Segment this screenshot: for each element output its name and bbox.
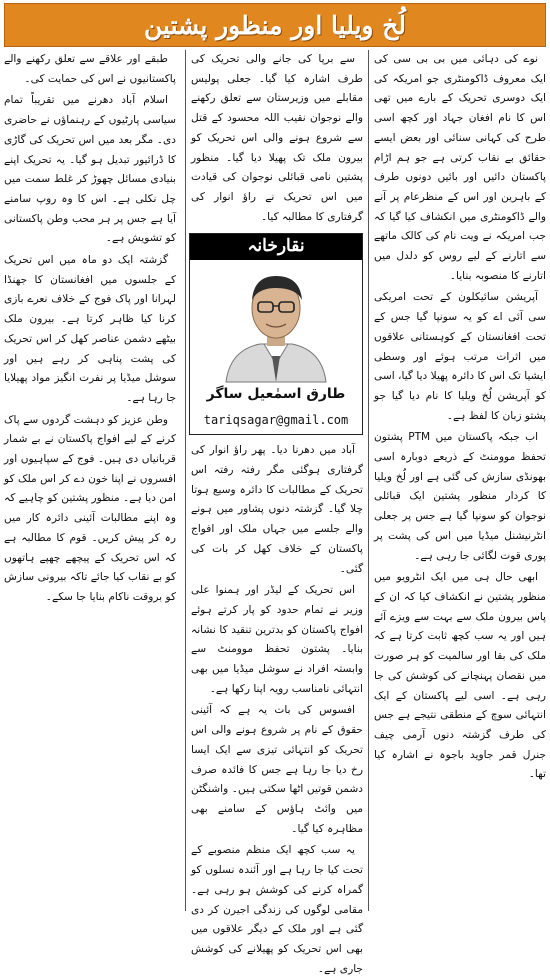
paragraph: یہ سب کچھ ایک منظم منصوبے کے تحت کیا جا رہا ہے اور آئندہ نسلوں کو گمراہ کرنے کی کوشش ہو رہی ہے۔ مقامی لوگوں کی زندگی اجیرن کر دی گئی ہے اور ملک کے دیگر علاقوں میں بھی اس تحریک کو پھیلانے کی کوشش جاری ہے۔ (191, 844, 363, 975)
column-divider (185, 50, 186, 911)
paragraph: ابھی حال ہی میں ایک انٹرویو میں منظور پشتین نے انکشاف کیا کہ ان کے پاس بیرون ملک سے بہت سے ویزے آئے ہیں اور یہ سب کچھ ثابت کرتا ہے کہ ملک کی بقا اور سالمیت کو ہر صورت میں نقصان پہنچانے کی کوشش کی جا رہی ہے۔ اسی لیے پاکستان کے ایک انتہائی سوچ کے منطقی نتیجے ہے جس کی طرف گزشتہ دنوں آرمی چیف جنرل قمر جاوید باجوہ نے اشارہ کیا تھا۔ (374, 571, 546, 781)
column-divider (368, 50, 369, 911)
column-heading: نقارخانہ (190, 234, 362, 260)
paragraph: طبقے اور علاقے سے تعلق رکھنے والے پاکستانیوں نے اس کی حمایت کی۔ (4, 53, 176, 85)
author-email: tariqsagar@gmail.com (203, 412, 349, 427)
paragraph: سے برپا کی جانے والی تحریک کی طرف اشارہ کیا گیا۔ جعلی پولیس مقابلے میں وزیرستان سے تعلق رکھنے والے نوجوان نقیب اللہ محسود کے قتل سے شروع ہونے والی اس تحریک کو بیرون ملک تک پھیلا دیا گیا۔ منظور پشتین نامی قبائلی نوجوان کی قیادت میں اس تحریک نے راؤ انوار کی گرفتاری کا مطالبہ کیا۔ (191, 53, 363, 223)
paragraph: اسلام آباد دھرنے میں تقریباً تمام سیاسی پارٹیوں کے رہنماؤں نے حاضری دی۔ مگر بعد میں اس تحریک کی گاڑی کا ڈرائیور تبدیل ہو گیا۔ یہ تحریک اپنے بنیادی مسائل چھوڑ کر غلط سمت میں چل نکلی ہے۔ اس کا وہ روپ سامنے آیا ہے جس پر ہر محب وطن پاکستانی کو تشویش ہے۔ (4, 94, 176, 245)
author-box (189, 233, 363, 435)
paragraph: اب جبکہ پاکستان میں PTM پشتون تحفظ موومنٹ کے ذریعے دوبارہ اسی بھونڈی سازش کی گئی ہے اور لُخ ویلیا کا کردار منظور پشتین ایک قبائلی نوجوان کو سونپا گیا ہے جس پر جعلی انٹرنیشنل میڈیا میں اس کی پشت پر پوری قوت لگائی جا رہی ہے۔ (374, 431, 546, 562)
column-left (4, 50, 176, 911)
paragraph: گزشتہ ایک دو ماہ میں اس تحریک کے جلسوں میں افغانستان کا جھنڈا لہرانا اور پاک فوج کے خلاف نعرے بازی کرنا کیا ظاہر کرتا ہے۔ بیرون ملک بیٹھے دشمن عناصر کھل کر اس تحریک کی پشت پناہی کر رہے ہیں اور سوشل میڈیا پر نفرت انگیز مواد پھیلایا جا رہا ہے۔ (4, 254, 176, 404)
headline-banner (4, 3, 546, 47)
paragraph: آپریشن سائیکلون کے تحت امریکی سی آئی اے کو یہ سونپا گیا جس کے تحت افغانستان کے کوہستانی علاقوں میں اثرات مرتب ہوئے اور وسطی ایشیا تک اس کا دائرہ پھیلا دیا گیا، اسی کو آپریشن لُخ ویلیا کا نام دیا گیا جو پشتو زبان کا لفظ ہے۔ (374, 291, 546, 422)
paragraph: نوے کی دہائی میں بی بی سی کی ایک معروف ڈاکومنٹری جو امریکہ کی ایک دوسری تحریک کے بارے میں تھی اس کا نام افغان جہاد اور کچھ اسی طرح کی کہانی سنائی اور بعض ایسے حقائق بے نقاب کرتی ہے جو ہم اڑام پاکستان دائیں اور بائیں دونوں طرف کے باہرین اور اس کے منظرعام پر آنے والے ڈاکومنٹری میں انکشاف کیا گیا کہ جب امریکہ نے ویت نام کی کالک ماتھے سے اتارنے کے لیے روس کو دلدل میں اتارنے کا منصوبہ بنایا۔ (374, 53, 546, 282)
paragraph: افسوس کی بات یہ ہے کہ آئینی حقوق کے نام پر شروع ہونے والی اس تحریک کو انتہائی تیزی سے ایک ایسا رخ دیا جا رہا ہے جس کا فائدہ صرف دشمن قوتیں اٹھا سکتی ہیں۔ واشنگٹن میں وائٹ ہاؤس کے سامنے بھی مظاہرہ کیا گیا۔ (191, 704, 363, 835)
paragraph: آباد میں دھرنا دیا۔ پھر راؤ انوار کی گرفتاری ہوگئی مگر رفتہ رفتہ اس تحریک کے مطالبات کا دائرہ وسیع ہوتا چلا گیا۔ گزشتہ دنوں پشاور میں ہونے والے جلسے میں جہاں ملک اور افواج پاکستان کے خلاف کھل کر بات کی گئی۔ (191, 444, 363, 575)
headline: لُخ ویلیا اور منظور پشتین (144, 10, 406, 40)
column-right (374, 50, 546, 911)
paragraph: وطن عزیز کو دہشت گردوں سے پاک کرنے کے لیے افواج پاکستان نے بے شمار قربانیاں دی ہیں۔ فوج کے سپاہیوں اور افسروں نے اپنا خون دے کر اس ملک کو امن دیا ہے۔ منظور پشتین کو چاہیے کہ وہ اپنے مطالبات آئینی دائرہ کار میں رہ کر پیش کریں۔ قوم کا مطالبہ ہے کہ اس تحریک کے پیچھے چھپے ہاتھوں کو بے نقاب کیا جائے تاکہ بیرونی سازش کو بروقت ناکام بنایا جا سکے۔ (4, 413, 176, 603)
column-middle (191, 50, 363, 975)
article-columns (4, 50, 546, 975)
author-portrait (220, 264, 332, 382)
author-name: طارق اسمٰعیل ساگر (206, 386, 346, 403)
paragraph: اس تحریک کے لیڈر اور ہمنوا علی وزیر نے تمام حدود کو پار کرتے ہوئے افواج پاکستان کو بدترین تنقید کا نشانہ بنایا۔ پشتون تحفظ موومنٹ سے وابستہ افراد نے سوشل میڈیا میں بھی انتہائی نامناسب رویہ اپنا رکھا ہے۔ (191, 584, 363, 695)
